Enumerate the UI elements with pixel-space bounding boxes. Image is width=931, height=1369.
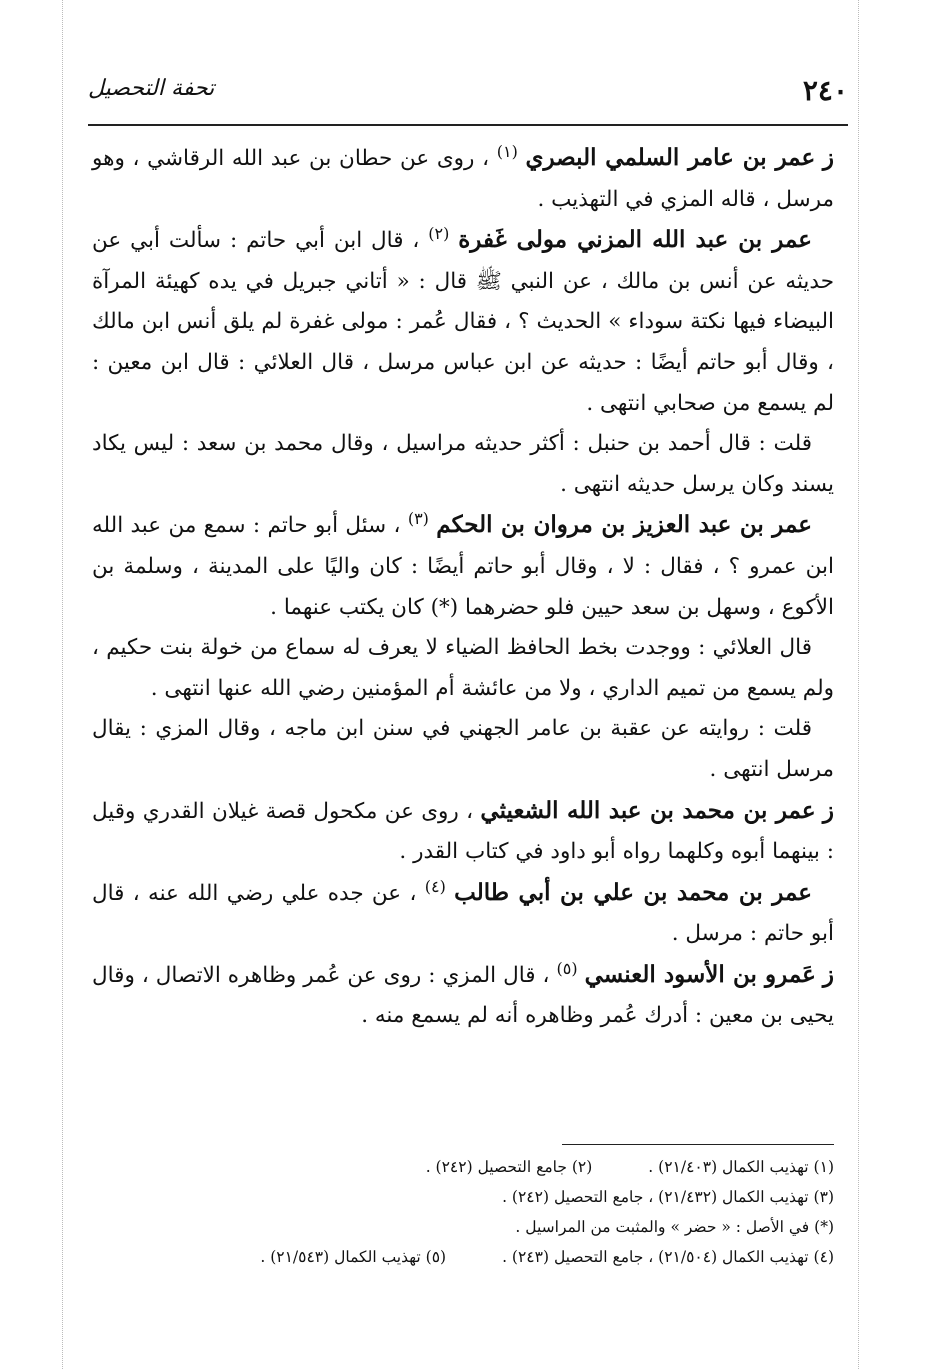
narrator-name: عمر بن محمد بن علي بن أبي طالب <box>454 878 812 906</box>
zawaid-mark: ز <box>822 960 834 988</box>
footnote-entry: (٤) تهذيب الكمال (٢١/٥٠٤) ، جامع التحصيل (٢٤٣) . <box>502 1248 834 1266</box>
footnote-entry: (١) تهذيب الكمال (٢١/٤٠٣) . <box>648 1158 834 1176</box>
narrator-name: عمر بن عبد العزيز بن مروان بن الحكم <box>436 511 813 539</box>
footnote-entry: (*) في الأصل : « حضر » والمثبت من المراسيل . <box>515 1218 834 1236</box>
page-header <box>88 68 848 128</box>
paragraph-text: قال العلائي : ووجدت بخط الحافظ الضياء لا يعرف له سماع من خولة بنت حكيم ، ولم يسمع من تميم الداري ، ولا من عائشة أم المؤمنين رضي الله عنها انتهى . <box>92 635 834 701</box>
zawaid-mark: ز <box>822 144 834 171</box>
paragraph-text: ، عن جده علي رضي الله عنه ، قال أبو حاتم : مرسل . <box>92 880 834 947</box>
footnote-line <box>92 1152 834 1182</box>
header-rule <box>88 124 848 126</box>
paragraph-entry-umar-ibn-abdulaziz <box>92 505 834 628</box>
footnote-reference: (٣) <box>407 509 429 529</box>
footnote-line <box>92 1212 834 1242</box>
main-text <box>92 138 834 1037</box>
paragraph-note-ahmad-ibn-hanbal <box>92 424 834 505</box>
footnote-rule <box>562 1144 834 1145</box>
footnote-reference: (٤) <box>424 876 446 896</box>
paragraph-text: ، قال ابن أبي حاتم : سألت أبي عن حديثه عن أنس بن مالك ، عن النبي ﷺ قال : « أتاني جبريل في يده كهيئة المرآة البيضاء فيها نكتة سوداء » الحديث ؟ ، فقال عُمر : مولى غفرة لم يلق أنس ابن مالك ، وقال أبو حاتم أيضًا : حديثه عن ابن عباس مرسل ، قال العلائي : قال ابن معين : لم يسمع من صحابي انتهى . <box>92 228 834 416</box>
paragraph-text: ، سئل أبو حاتم : سمع من عبد الله ابن عمرو ؟ ، فقال : لا ، وقال أبو حاتم أيضًا : كان واليًا على المدينة ، وسلمة بن الأكوع ، وسهل بن سعد حيين فلو حضرهما (*) كان يكتب عنهما . <box>92 513 834 620</box>
paragraph-entry-amr-ibn-al-aswad <box>92 955 834 1037</box>
footnote-line <box>92 1242 834 1272</box>
narrator-name: عمر بن عامر السلمي البصري <box>525 144 816 171</box>
zawaid-mark: ز <box>822 796 834 824</box>
footnote-reference: (٢) <box>428 224 450 244</box>
paragraph-text: قلت : روايته عن عقبة بن عامر الجهني في سنن ابن ماجه ، وقال المزي : يقال مرسل انتهى . <box>92 716 834 782</box>
narrator-name: عمر بن عبد الله المزني مولى غَفرة <box>458 226 812 254</box>
page-number: ٢٤٠ <box>802 74 848 107</box>
paragraph-entry-umar-ibn-muhammad-shuaythi <box>92 791 834 873</box>
paragraph-entry-umar-ibn-amir <box>92 138 834 220</box>
footnote-entry: (٢) جامع التحصيل (٢٤٢) . <box>425 1158 593 1176</box>
running-title: تحفة التحصيل <box>88 76 215 101</box>
footnote-entry: (٥) تهذيب الكمال (٢١/٥٤٣) . <box>260 1248 447 1266</box>
paragraph-entry-umar-ibn-abdullah-muzani <box>92 220 834 424</box>
footnotes <box>92 1152 834 1272</box>
paragraph-text: ، روى عن مكحول قصة غيلان القدري وقيل : بينهما أبوه وكلهما رواه أبو داود في كتاب القدر . <box>92 798 834 865</box>
narrator-name: عمر بن محمد بن عبد الله الشعيثي <box>480 796 816 824</box>
paragraph-note-uqba-ibn-amir <box>92 709 834 790</box>
scan-fold-line <box>858 0 859 1369</box>
footnote-entry: (٣) تهذيب الكمال (٢١/٤٣٢) ، جامع التحصيل (٢٤٢) . <box>502 1188 834 1206</box>
paragraph-text: ، روى عن حطان بن عبد الله الرقاشي ، وهو مرسل ، قاله المزي في التهذيب . <box>92 146 834 212</box>
scan-fold-line <box>62 0 63 1369</box>
footnote-reference: (٥) <box>556 958 578 978</box>
narrator-name: عَمرو بن الأسود العنسي <box>584 960 816 988</box>
footnote-reference: (١) <box>496 141 518 161</box>
footnote-line <box>92 1182 834 1212</box>
paragraph-entry-umar-ibn-muhammad-ibn-ali <box>92 873 834 955</box>
paragraph-text: ، قال المزي : روى عن عُمر وظاهره الاتصال ، وقال يحيى بن معين : أدرك عُمر وظاهره أنه لم يسمع منه . <box>92 962 834 1029</box>
paragraph-text: قلت : قال أحمد بن حنبل : أكثر حديثه مراسيل ، وقال محمد بن سعد : ليس يكاد يسند وكان يرسل حديثه انتهى . <box>92 431 834 497</box>
paragraph-note-alalai <box>92 628 834 709</box>
